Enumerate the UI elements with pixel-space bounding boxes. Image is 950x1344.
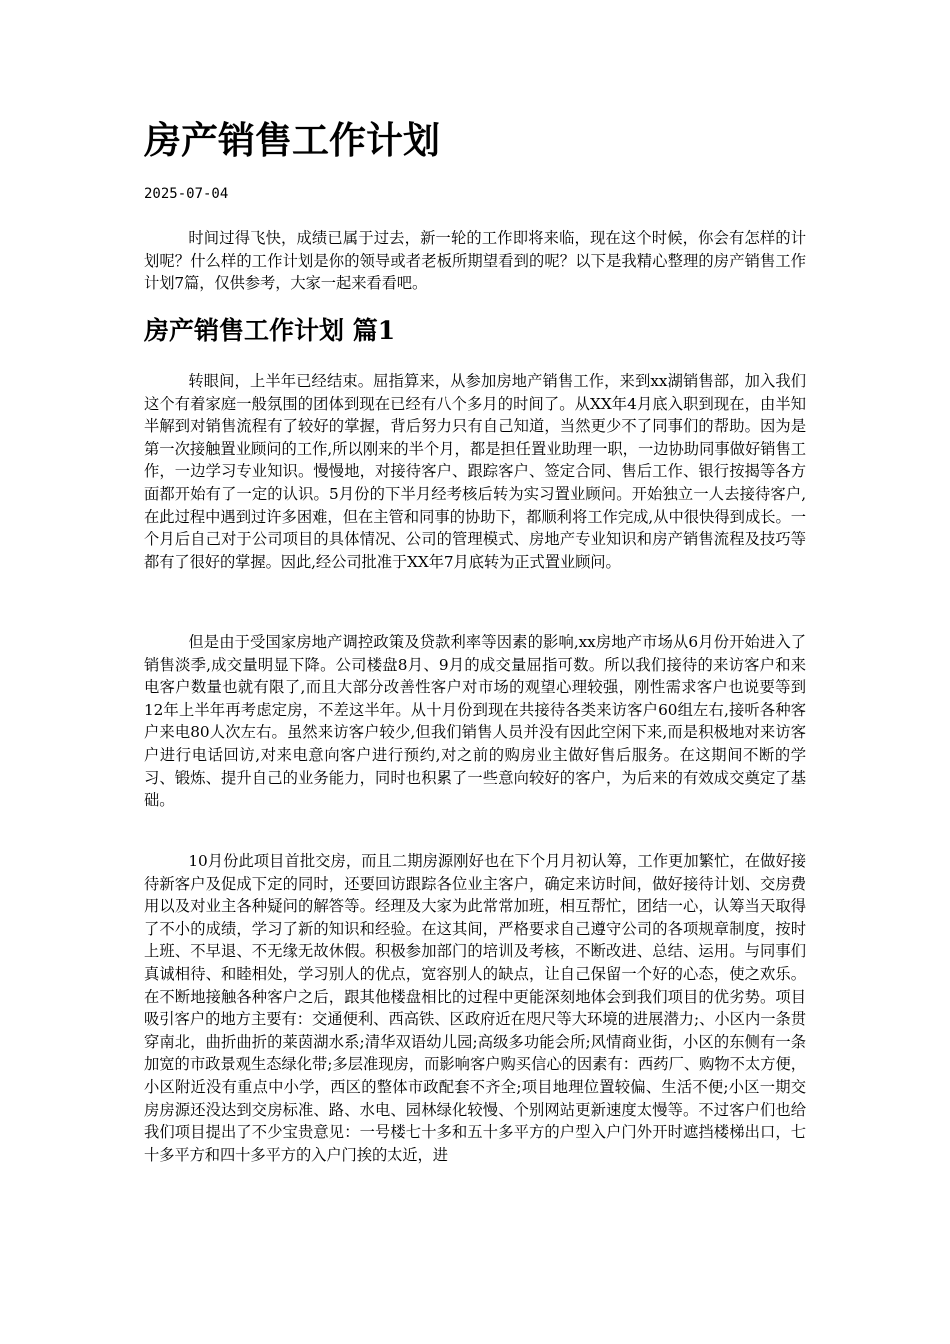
body-paragraph: 转眼间，上半年已经结束。屈指算来，从参加房地产销售工作，来到xx湖销售部，加入我们这个有着家庭一般氛围的团体到现在已经有八个多月的时间了。从XX年4月底入职到现在，由半知半解到对销售流程有了较好的掌握，背后努力只有自己知道，当然更少不了同事们的帮助。因为是第一次接触置业顾问的工作,所以刚来的半个月，都是担任置业助理一职，一边协助同事做好销售工作，一边学习专业知识。慢慢地，对接待客户、跟踪客户、签定合同、售后工作、银行按揭等各方面都开始有了一定的认识。5月份的下半月经考核后转为实习置业顾问。开始独立一人去接待客户,在此过程中遇到过许多困难，但在主管和同事的协助下，都顺利将工作完成,从中很快得到成长。一个月后自己对于公司项目的具体情况、公司的管理模式、房地产专业知识和房产销售流程及技巧等都有了很好的掌握。因此,经公司批准于XX年7月底转为正式置业顾问。 (144, 372, 806, 571)
body-paragraph: 但是由于受国家房地产调控政策及贷款利率等因素的影响,xx房地产市场从6月份开始进入了销售淡季,成交量明显下降。公司楼盘8月、9月的成交量屈指可数。所以我们接待的来访客户和来电客户数量也就有限了,而且大部分改善性客户对市场的观望心理较强，刚性需求客户也说要等到12年上半年再考虑定房，不差这半年。从十月份到现在共接待各类来访客户60组左右,接听各种客户来电80人次左右。虽然来访客户较少,但我们销售人员并没有因此空闲下来,而是积极地对来访客户进行电话回访,对来电意向客户进行预约,对之前的购房业主做好售后服务。在这期间不断的学习、锻炼、提升自己的业务能力，同时也积累了一些意向较好的客户，为后来的有效成交奠定了基础。 (144, 633, 806, 810)
intro-paragraph: 时间过得飞快，成绩已属于过去，新一轮的工作即将来临，现在这个时候，你会有怎样的计划呢？什么样的工作计划是你的领导或者老板所期望看到的呢？以下是我精心整理的房产销售工作计划7篇，仅供参考，大家一起来看看吧。 (144, 229, 806, 293)
publish-date: 2025-07-04 (144, 186, 229, 202)
body-paragraph: 10月份此项目首批交房，而且二期房源刚好也在下个月月初认筹，工作更加繁忙，在做好接待新客户及促成下定的同时，还要回访跟踪各位业主客户，确定来访时间，做好接待计划、交房费用以及对业主各种疑问的解答等。经理及大家为此常常加班，相互帮忙，团结一心，认筹当天取得了不小的成绩，学习了新的知识和经验。在这其间，严格要求自己遵守公司的各项规章制度，按时上班、不早退、不无缘无故休假。积极参加部门的培训及考核，不断改进、总结、运用。与同事们真诚相待、和睦相处，学习别人的优点，宽容别人的缺点，让自己保留一个好的心态，使之欢乐。在不断地接触各种客户之后，跟其他楼盘相比的过程中更能深刻地体会到我们项目的优劣势。项目吸引客户的地方主要有：交通便利、西高铁、区政府近在咫尺等大环境的进展潜力;、小区内一条贯穿南北，曲折曲折的莱茵湖水系;清华双语幼儿园;高级多功能会所;风情商业街，小区的东侧有一条加宽的市政景观生态绿化带;多层准现房，而影响客户购买信心的因素有：西药厂、购物不太方便，小区附近没有重点中小学，西区的整体市政配套不齐全;项目地理位置较偏、生活不便;小区一期交房房源还没达到交房标准、路、水电、园林绿化较慢、个别网站更新速度太慢等。不过客户们也给我们项目提出了不少宝贵意见：一号楼七十多和五十多平方的户型入户门外开时遮挡楼梯出口，七十多平方和四十多平方的入户门挨的太近，进 (144, 852, 806, 1164)
document-title: 房产销售工作计划 (144, 118, 440, 162)
section-heading: 房产销售工作计划 篇1 (144, 316, 396, 345)
